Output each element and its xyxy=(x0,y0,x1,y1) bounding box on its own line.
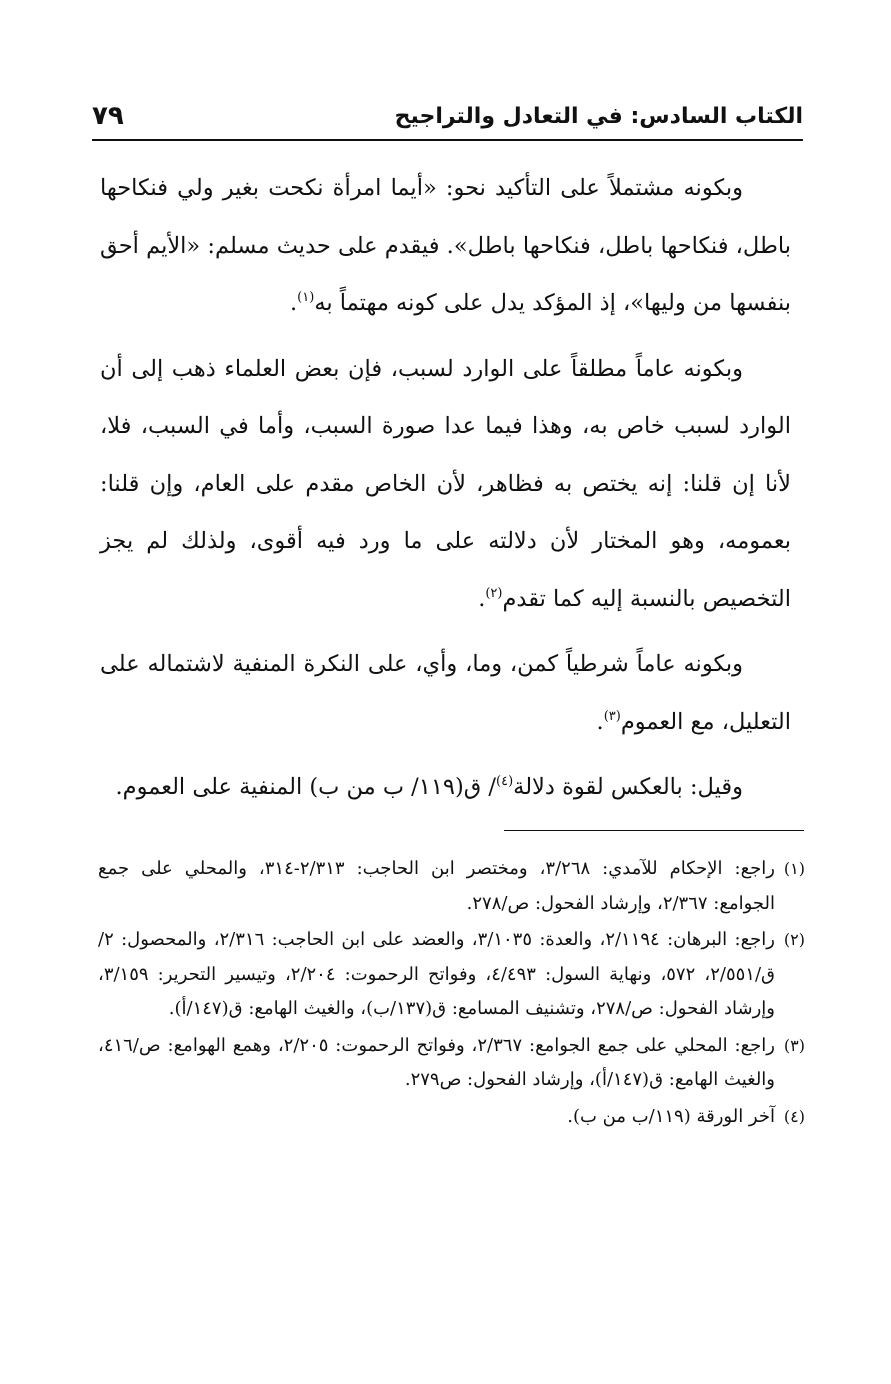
paragraph-text: وبكونه مشتملاً على التأكيد نحو: «أيما امرأة نكحت بغير ولي فنكاحها باطل، فنكاحها باطل، فنكاحها باطل». فيقدم على حديث مسلم: «الأيم أحق بنفسها من وليها»، إذ المؤكد يدل على كونه مهتماً به xyxy=(100,175,791,316)
footnote-text: آخر الورقة (١١٩/ب من ب). xyxy=(567,1105,775,1127)
paragraph-tail: . xyxy=(478,585,486,612)
footnote-text: راجع: المحلي على جمع الجوامع: ٢/٣٦٧، وفواتح الرحموت: ٢/٢٠٥، وهمع الهوامع: ص/٤١٦، والغيث الهامع: ق(١٤٧/أ)، وإرشاد الفحول: ص٢٧٩. xyxy=(98,1034,775,1090)
running-header xyxy=(92,96,803,136)
paragraph-tail: . xyxy=(290,290,298,316)
paragraph-4 xyxy=(100,759,791,817)
footnote-divider xyxy=(504,830,804,831)
footnote-number: (١) xyxy=(783,859,805,878)
footnote-marker: (٢) xyxy=(485,585,503,601)
paragraph-2 xyxy=(100,341,791,629)
footnote-4 xyxy=(98,1100,805,1135)
paragraph-text: وقيل: بالعكس لقوة دلالة xyxy=(513,774,743,800)
footnote-text: راجع: الإحكام للآمدي: ٣/٢٦٨، ومختصر ابن الحاجب: ٢/٣١٣-٣١٤، والمحلي على جمع الجوامع: ٢/٣٦٧، وإرشاد الفحول: ص/٢٧٨. xyxy=(98,858,776,914)
paragraph-text: وبكونه عاماً شرطياً كمن، وما، وأي، على النكرة المنفية لاشتماله على التعليل، مع العموم xyxy=(100,651,791,735)
footnote-marker: (٤) xyxy=(496,774,514,789)
main-text xyxy=(100,160,791,817)
paragraph-tail: / ق(١١٩/ ب من ب) المنفية على العموم. xyxy=(115,774,496,800)
paragraph-tail: . xyxy=(596,708,604,735)
header-title: الكتاب السادس: في التعادل والتراجيح xyxy=(394,103,803,129)
footnote-number: (٣) xyxy=(783,1035,805,1055)
footnote-text: راجع: البرهان: ٢/١١٩٤، والعدة: ٣/١٠٣٥، والعضد على ابن الحاجب: ٢/٣١٦، والمحصول: ٢/ق/٢/٥٥١، ٥٧٢، ونهاية السول: ٤/٤٩٣، وفواتح الرحموت: ٢/٢٠٤، وتيسير التحرير: ٣/١٥٩، وإرشاد الفحول: ص/٢٧٨، وتشنيف المسامع: ق(١٣٧/ب)، والغيث الهامع: ق(١٤٧/أ). xyxy=(98,929,775,1019)
page-number: ٧٩ xyxy=(92,101,124,131)
paragraph-1 xyxy=(100,160,791,333)
header-divider xyxy=(92,139,803,141)
footnote-marker: (٣) xyxy=(603,708,621,724)
footnote-marker: (١) xyxy=(297,290,315,305)
footnote-number: (٢) xyxy=(783,930,805,949)
footnote-3 xyxy=(98,1029,805,1098)
footnote-number: (٤) xyxy=(783,1106,805,1126)
footnote-1 xyxy=(98,852,805,921)
paragraph-text: وبكونه عاماً مطلقاً على الوارد لسبب، فإن بعض العلماء ذهب إلى أن الوارد لسبب خاص به، وهذا فيما عدا صورة السبب، وأما في السبب، فلا، لأنا إن قلنا: إنه يختص به فظاهر، لأن الخاص مقدم على العام، وإن قلنا: بعمومه، وهو المختار لأن دلالته على ما ورد فيه أقوى، ولذلك لم يجز التخصيص بالنسبة إليه كما تقدم xyxy=(100,355,791,612)
footnotes xyxy=(98,852,805,1136)
footnote-2 xyxy=(98,923,805,1027)
paragraph-3 xyxy=(100,636,791,751)
